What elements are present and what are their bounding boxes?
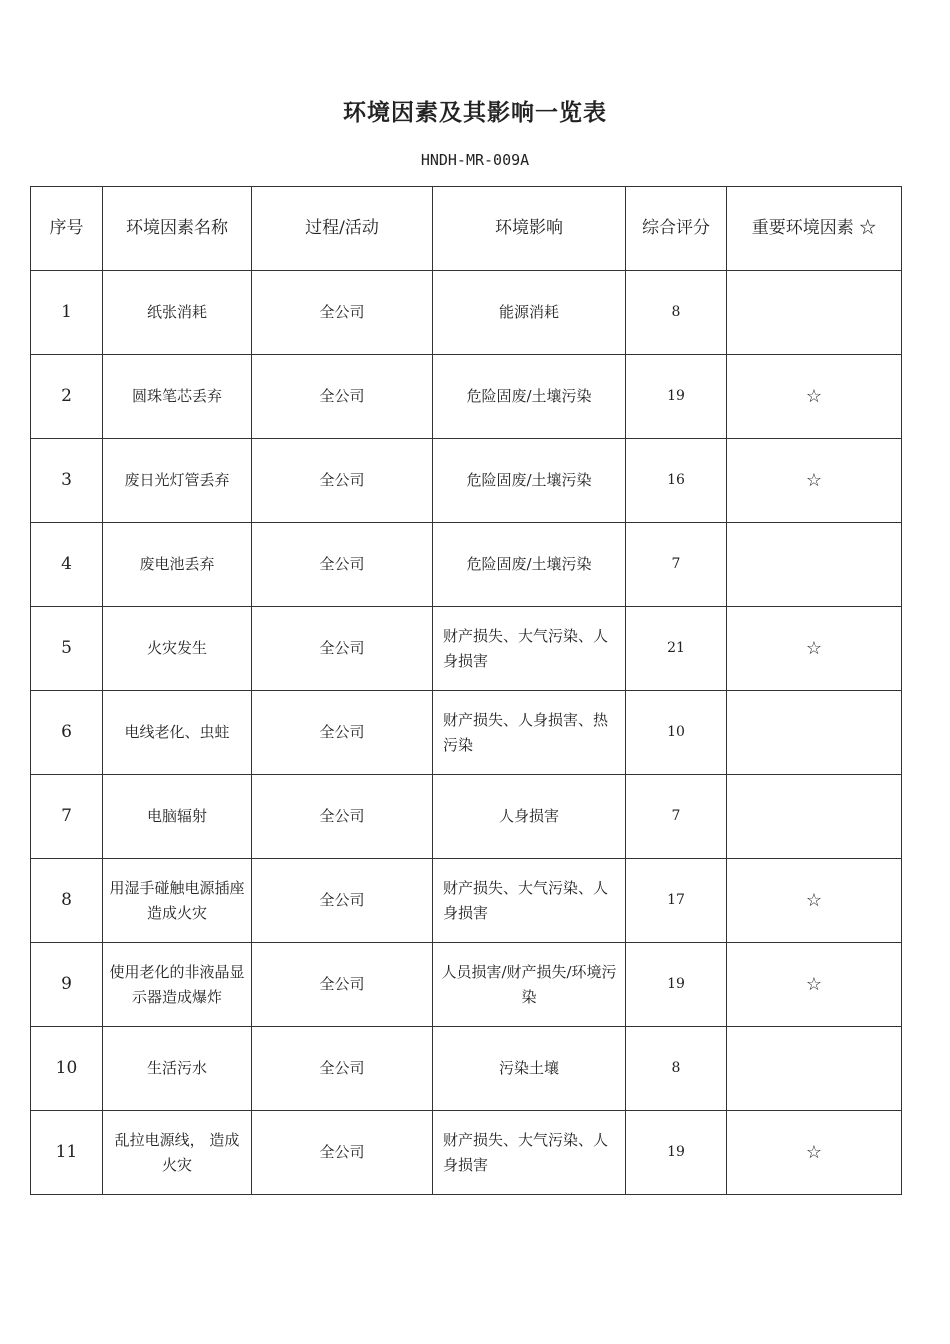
table-row bbox=[31, 1111, 902, 1195]
row-score: 19 bbox=[626, 943, 727, 1027]
row-factor-name: 乱拉电源线， 造成火灾 bbox=[103, 1111, 252, 1195]
row-factor-name: 电脑辐射 bbox=[103, 775, 252, 859]
row-process: 全公司 bbox=[252, 1111, 433, 1195]
row-factor-name: 电线老化、虫蛀 bbox=[103, 691, 252, 775]
row-factor-name: 生活污水 bbox=[103, 1027, 252, 1111]
row-no: 5 bbox=[31, 607, 103, 691]
row-no: 6 bbox=[31, 691, 103, 775]
row-score: 7 bbox=[626, 775, 727, 859]
row-factor-name: 火灾发生 bbox=[103, 607, 252, 691]
row-factor-name: 使用老化的非液晶显示器造成爆炸 bbox=[103, 943, 252, 1027]
table-row bbox=[31, 439, 902, 523]
row-process: 全公司 bbox=[252, 775, 433, 859]
row-important-star: ☆ bbox=[727, 1111, 902, 1195]
row-factor-name: 圆珠笔芯丢弃 bbox=[103, 355, 252, 439]
row-score: 8 bbox=[626, 1027, 727, 1111]
table-row bbox=[31, 355, 902, 439]
row-factor-name: 纸张消耗 bbox=[103, 271, 252, 355]
table-row bbox=[31, 1027, 902, 1111]
row-process: 全公司 bbox=[252, 271, 433, 355]
header-no: 序号 bbox=[31, 187, 103, 271]
header-process: 过程/活动 bbox=[252, 187, 433, 271]
row-no: 2 bbox=[31, 355, 103, 439]
row-important-star bbox=[727, 775, 902, 859]
row-impact: 财产损失、大气污染、人身损害 bbox=[433, 859, 626, 943]
row-process: 全公司 bbox=[252, 439, 433, 523]
row-no: 8 bbox=[31, 859, 103, 943]
header-important: 重要环境因素 ☆ bbox=[727, 187, 902, 271]
row-important-star bbox=[727, 691, 902, 775]
row-no: 1 bbox=[31, 271, 103, 355]
row-score: 21 bbox=[626, 607, 727, 691]
row-score: 10 bbox=[626, 691, 727, 775]
row-impact: 危险固废/土壤污染 bbox=[433, 355, 626, 439]
page-title: 环境因素及其影响一览表 bbox=[343, 99, 607, 126]
row-important-star: ☆ bbox=[727, 859, 902, 943]
row-score: 19 bbox=[626, 1111, 727, 1195]
row-impact: 人员损害/财产损失/环境污染 bbox=[433, 943, 626, 1027]
row-no: 11 bbox=[31, 1111, 103, 1195]
row-process: 全公司 bbox=[252, 523, 433, 607]
row-important-star: ☆ bbox=[727, 439, 902, 523]
row-no: 4 bbox=[31, 523, 103, 607]
row-important-star: ☆ bbox=[727, 607, 902, 691]
table-row bbox=[31, 943, 902, 1027]
table-row bbox=[31, 271, 902, 355]
row-important-star bbox=[727, 271, 902, 355]
row-process: 全公司 bbox=[252, 943, 433, 1027]
row-important-star bbox=[727, 1027, 902, 1111]
row-factor-name: 废日光灯管丢弃 bbox=[103, 439, 252, 523]
row-score: 16 bbox=[626, 439, 727, 523]
table-row bbox=[31, 523, 902, 607]
row-important-star bbox=[727, 523, 902, 607]
row-score: 8 bbox=[626, 271, 727, 355]
row-impact: 财产损失、大气污染、人身损害 bbox=[433, 1111, 626, 1195]
row-important-star: ☆ bbox=[727, 943, 902, 1027]
row-score: 19 bbox=[626, 355, 727, 439]
header-score: 综合评分 bbox=[626, 187, 727, 271]
row-impact: 财产损失、人身损害、热污染 bbox=[433, 691, 626, 775]
row-impact: 危险固废/土壤污染 bbox=[433, 523, 626, 607]
row-process: 全公司 bbox=[252, 1027, 433, 1111]
document-code: HNDH-MR-009A bbox=[420, 151, 530, 169]
row-no: 9 bbox=[31, 943, 103, 1027]
header-impact: 环境影响 bbox=[433, 187, 626, 271]
row-score: 17 bbox=[626, 859, 727, 943]
row-impact: 污染土壤 bbox=[433, 1027, 626, 1111]
environmental-factors-table bbox=[30, 186, 902, 1195]
row-process: 全公司 bbox=[252, 355, 433, 439]
table-row bbox=[31, 607, 902, 691]
row-impact: 人身损害 bbox=[433, 775, 626, 859]
row-impact: 能源消耗 bbox=[433, 271, 626, 355]
row-process: 全公司 bbox=[252, 607, 433, 691]
table-header-row bbox=[31, 187, 902, 271]
row-process: 全公司 bbox=[252, 859, 433, 943]
row-factor-name: 用湿手碰触电源插座造成火灾 bbox=[103, 859, 252, 943]
row-impact: 危险固废/土壤污染 bbox=[433, 439, 626, 523]
row-no: 7 bbox=[31, 775, 103, 859]
row-score: 7 bbox=[626, 523, 727, 607]
header-factor-name: 环境因素名称 bbox=[103, 187, 252, 271]
row-factor-name: 废电池丢弃 bbox=[103, 523, 252, 607]
table-row bbox=[31, 775, 902, 859]
row-important-star: ☆ bbox=[727, 355, 902, 439]
row-no: 10 bbox=[31, 1027, 103, 1111]
row-no: 3 bbox=[31, 439, 103, 523]
table-row bbox=[31, 691, 902, 775]
row-impact: 财产损失、大气污染、人身损害 bbox=[433, 607, 626, 691]
table-row bbox=[31, 859, 902, 943]
row-process: 全公司 bbox=[252, 691, 433, 775]
